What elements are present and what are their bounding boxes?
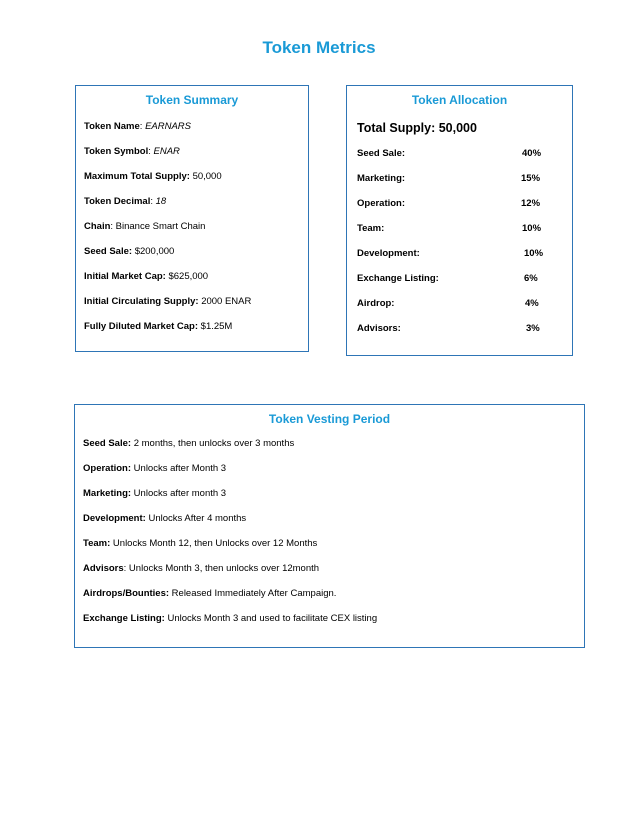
allocation-row: [357, 298, 537, 310]
allocation-row-label: Operation:: [357, 198, 406, 209]
allocation-row-percent: 15%: [521, 173, 541, 184]
summary-row-label: Seed Sale:: [84, 246, 133, 257]
allocation-row-percent: 10%: [522, 223, 542, 234]
allocation-row-percent: 10%: [524, 248, 544, 259]
summary-row-label: Chain: [84, 221, 111, 232]
vesting-row: [83, 563, 319, 575]
vesting-row-text: Unlocks after Month 3: [131, 463, 227, 474]
token-summary-title: Token Summary: [145, 93, 239, 107]
summary-row-label: Maximum Total Supply:: [84, 171, 190, 182]
vesting-row-label: Marketing:: [83, 488, 132, 499]
summary-row: [84, 121, 191, 133]
allocation-row-percent: 40%: [522, 148, 542, 159]
vesting-row-text: 2 months, then unlocks over 3 months: [131, 438, 295, 449]
vesting-row: [83, 613, 377, 625]
summary-row-value: $1.25M: [200, 321, 233, 332]
allocation-row-label: Seed Sale:: [357, 148, 406, 159]
total-supply: Total Supply: 50,000: [357, 121, 477, 135]
allocation-row-label: Advisors:: [357, 323, 401, 334]
summary-row-value: ENAR: [153, 146, 180, 157]
allocation-row: [357, 223, 542, 235]
vesting-row-label: Advisors: [83, 563, 124, 574]
vesting-row-text: Unlocks Month 12, then Unlocks over 12 Months: [110, 538, 318, 549]
token-summary-panel: [75, 85, 309, 352]
vesting-row-text: : Unlocks Month 3, then unlocks over 12month: [123, 563, 320, 574]
summary-row-value: $625,000: [168, 271, 209, 282]
vesting-row: [83, 513, 246, 525]
page-title: Token Metrics: [262, 38, 376, 57]
vesting-row-text: Unlocks after month 3: [131, 488, 227, 499]
vesting-row: [83, 463, 226, 475]
summary-row: [84, 196, 166, 208]
vesting-row: [83, 538, 317, 550]
vesting-row-label: Operation:: [83, 463, 132, 474]
summary-row-label: Initial Market Cap:: [84, 271, 166, 282]
summary-row: [84, 221, 205, 233]
allocation-row: [357, 323, 540, 335]
vesting-row-label: Development:: [83, 513, 146, 524]
vesting-row-label: Airdrops/Bounties:: [83, 588, 170, 599]
summary-row-separator: :: [150, 196, 156, 207]
summary-row-value: Binance Smart Chain: [115, 221, 206, 232]
summary-row: [84, 246, 174, 258]
vesting-row-label: Seed Sale:: [83, 438, 132, 449]
allocation-row: [357, 248, 544, 260]
vesting-row: [83, 588, 336, 600]
summary-row: [84, 321, 232, 333]
summary-row-separator: :: [139, 121, 146, 132]
summary-row-value: 50,000: [192, 171, 222, 182]
allocation-row-label: Team:: [357, 223, 385, 234]
allocation-row-percent: 12%: [521, 198, 541, 209]
allocation-row: [357, 273, 537, 285]
vesting-row-text: Released Immediately After Campaign.: [169, 588, 337, 599]
summary-row: [84, 171, 222, 183]
summary-row-value: $200,000: [134, 246, 175, 257]
allocation-row: [357, 148, 542, 160]
token-vesting-panel: [74, 404, 585, 648]
allocation-row: [357, 198, 541, 210]
vesting-row-text: Unlocks After 4 months: [145, 513, 247, 524]
summary-row-separator: :: [110, 221, 116, 232]
vesting-row-label: Exchange Listing:: [83, 613, 165, 624]
token-vesting-title: Token Vesting Period: [268, 412, 391, 426]
summary-row-value: 2000 ENAR: [201, 296, 252, 307]
summary-row-label: Token Symbol: [84, 146, 149, 157]
allocation-row-label: Airdrop:: [357, 298, 395, 309]
allocation-row-label: Exchange Listing:: [357, 273, 439, 284]
summary-row-label: Initial Circulating Supply:: [84, 296, 199, 307]
vesting-row: [83, 488, 226, 500]
summary-row: [84, 146, 180, 158]
vesting-row-text: Unlocks Month 3 and used to facilitate CEX listing: [164, 613, 378, 624]
vesting-row-label: Team:: [83, 538, 111, 549]
summary-row-label: Token Decimal: [84, 196, 151, 207]
allocation-row: [357, 173, 541, 185]
allocation-row-label: Development:: [357, 248, 420, 259]
summary-row-label: Token Name: [84, 121, 140, 132]
summary-row: [84, 296, 251, 308]
vesting-row: [83, 438, 294, 450]
allocation-row-percent: 4%: [525, 298, 539, 309]
summary-row-separator: :: [148, 146, 154, 157]
summary-row: [84, 271, 208, 283]
allocation-row-label: Marketing:: [357, 173, 406, 184]
token-allocation-title: Token Allocation: [411, 93, 508, 107]
summary-row-value: EARNARS: [145, 121, 192, 132]
summary-row-label: Fully Diluted Market Cap:: [84, 321, 199, 332]
allocation-row-percent: 6%: [524, 273, 538, 284]
token-allocation-panel: [346, 85, 573, 356]
allocation-row-percent: 3%: [526, 323, 540, 334]
summary-row-value: 18: [155, 196, 167, 207]
